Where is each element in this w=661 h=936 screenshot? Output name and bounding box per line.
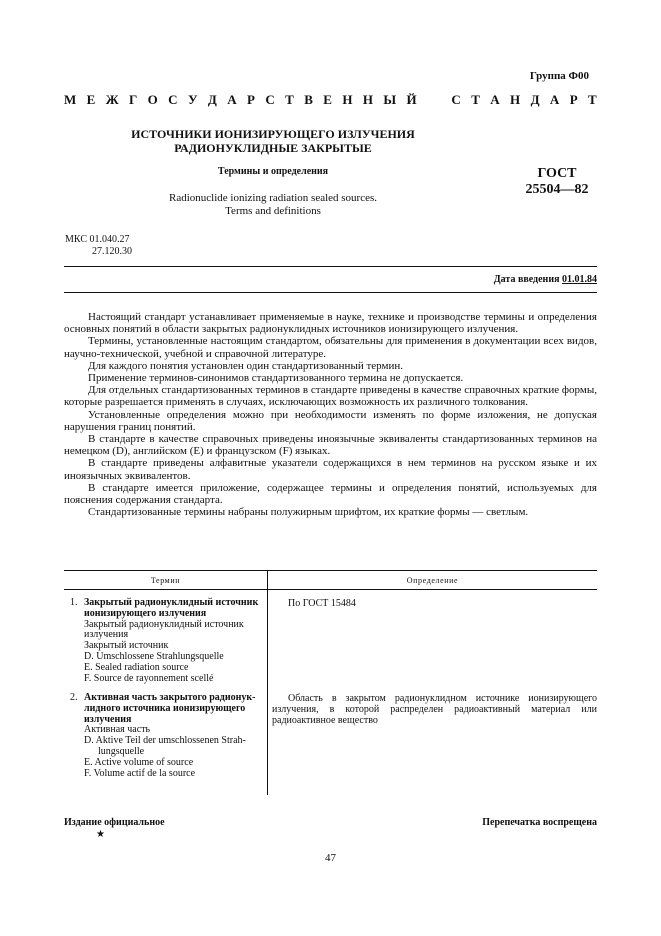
intro-paragraph: Для каждого понятия установлен один стандартизованный термин. (88, 359, 403, 372)
document-subtitle: Термины и определения (217, 166, 329, 177)
definition-2: Область в закрытом радионуклидном источнике ионизирующего излучения, в которой распределен радиоактивный материал или радиоактивное вещество (272, 693, 597, 726)
intro-paragraph: Применение терминов-синонимов стандартизованного термина не допускается. (88, 372, 464, 385)
definition-1: По ГОСТ 15484 (288, 598, 356, 609)
intro-paragraph: Настоящий стандарт устанавливает применяемые в науке, технике и производстве термины и определения основных понятий в области закрытых радионуклидных источников ионизирующего излучения. (64, 311, 597, 336)
intro-paragraph: Для отдельных стандартизованных терминов в стандарте приведены в качестве справочных краткие формы, которые разрешается применять в случаях, исключающих возможность их различного толкования. (64, 384, 597, 409)
effective-date-value: 01.01.84 (562, 274, 597, 285)
banner-gap (427, 92, 441, 108)
intro-paragraph: В стандарте в качестве справочных приведены иноязычные эквиваленты стандартизованных терминов на немецком (D), английском (E) и французском (F) языках. (64, 433, 597, 458)
banner-letter: А (549, 92, 560, 107)
banner-letter: Р (247, 92, 255, 107)
term-short-form: Закрытый источник (84, 640, 169, 652)
intro-paragraph: Стандартизованные термины набраны полужирным шрифтом, их краткие формы — светлым. (88, 506, 529, 519)
banner-letter: Ы (383, 92, 397, 107)
banner-letter: С (451, 92, 461, 107)
intro-text (64, 311, 597, 518)
term-name: Активная часть закрытого радионук- (84, 692, 256, 703)
gost-code: 25504—82 (525, 182, 589, 197)
effective-date (494, 274, 597, 285)
intro-paragraph: В стандарте приведены алфавитные указатели содержащихся в нем терминов на русском языке и их иноязычных эквивалентов. (64, 457, 597, 482)
english-title-line-1: Radionuclide ionizing radiation sealed sources. (168, 192, 378, 204)
intro-paragraph: Термины, установленные настоящим стандартом, обязательны для применения в документации всех видов, научно-технической, учебной и справочной литературе. (64, 335, 597, 360)
mks-codes (65, 234, 132, 258)
term-german: D. Aktive Teil der umschlossenen Strah- (84, 735, 246, 747)
banner-letter: С (265, 92, 275, 107)
english-title (64, 192, 482, 218)
mks-line-2: 27.120.30 (92, 246, 132, 257)
divider (64, 266, 597, 267)
gost-number (522, 166, 592, 198)
term-name: излучения (84, 713, 132, 725)
divider (64, 292, 597, 293)
banner-letter: Д (530, 92, 540, 107)
banner-letter: А (490, 92, 500, 107)
title-line-2: РАДИОНУКЛИДНЫЕ ЗАКРЫТЫЕ (174, 141, 372, 155)
mks-line-1: МКС 01.040.27 (65, 234, 130, 245)
term-short-form: Активная часть (84, 724, 151, 736)
term-name: лидного источника ионизирующего (84, 702, 246, 714)
gost-label: ГОСТ (537, 166, 577, 181)
banner-letter: А (227, 92, 237, 107)
star-icon: ★ (96, 829, 105, 840)
document-title (64, 127, 482, 155)
banner-letter: Т (285, 92, 294, 107)
term-english: E. Sealed radiation source (84, 661, 189, 673)
term-name: ионизирующего излучения (84, 607, 207, 619)
page-number: 47 (325, 852, 336, 864)
banner-letter: Н (510, 92, 521, 107)
term-number: 1. (70, 597, 78, 608)
column-header-definition: Определение (406, 576, 459, 585)
term-english: E. Active volume of source (84, 756, 194, 768)
term-german-cont: lungsquelle (98, 745, 145, 757)
term-entry-2 (70, 693, 264, 779)
banner-letter: Г (128, 92, 138, 107)
standard-banner (64, 92, 597, 108)
term-french: F. Source de rayonnement scellé (84, 672, 214, 684)
banner-letter: В (304, 92, 313, 107)
term-number: 2. (70, 692, 78, 703)
column-header-term: Термин (150, 576, 181, 585)
english-title-line-2: Terms and definitions (225, 205, 321, 217)
column-divider (267, 570, 268, 795)
banner-letter: Ж (105, 92, 119, 107)
banner-letter: Н (362, 92, 373, 107)
banner-letter: Р (569, 92, 578, 107)
term-french: F. Volume actif de la source (84, 767, 196, 779)
title-line-1: ИСТОЧНИКИ ИОНИЗИРУЮЩЕГО ИЗЛУЧЕНИЯ (131, 127, 415, 141)
term-german: D. Umschlossene Strahlungsquelle (84, 650, 224, 662)
banner-letter: Н (342, 92, 353, 107)
banner-letter: Т (471, 92, 480, 107)
banner-letter: Д (207, 92, 217, 107)
term-name: Закрытый радионуклидный источник (84, 597, 259, 608)
term-entry-1 (70, 598, 264, 684)
edition-official: Издание официальное (64, 817, 165, 828)
banner-letter: М (64, 92, 77, 107)
banner-letter: Е (323, 92, 332, 107)
table-top-border (64, 570, 597, 571)
intro-paragraph: В стандарте имеется приложение, содержащее термины и определения понятий, используемых для пояснения содержания стандарта. (64, 481, 597, 507)
effective-date-label: Дата введения (493, 274, 560, 285)
reprint-prohibited: Перепечатка воспрещена (482, 817, 597, 828)
group-label: Группа Ф00 (529, 70, 589, 82)
banner-letter: Т (588, 92, 597, 107)
intro-paragraph: Установленные определения можно при необходимости изменять по форме изложения, не допуская нарушения границ понятий. (64, 408, 597, 433)
banner-letter: О (147, 92, 158, 107)
banner-letter: Й (406, 92, 417, 107)
term-synonym: излучения (84, 629, 129, 641)
table-header-border (64, 589, 597, 590)
banner-letter: Е (86, 92, 96, 107)
term-synonym: Закрытый радионуклидный источник (84, 618, 244, 630)
banner-letter: У (187, 92, 198, 107)
banner-letter: С (168, 92, 178, 107)
